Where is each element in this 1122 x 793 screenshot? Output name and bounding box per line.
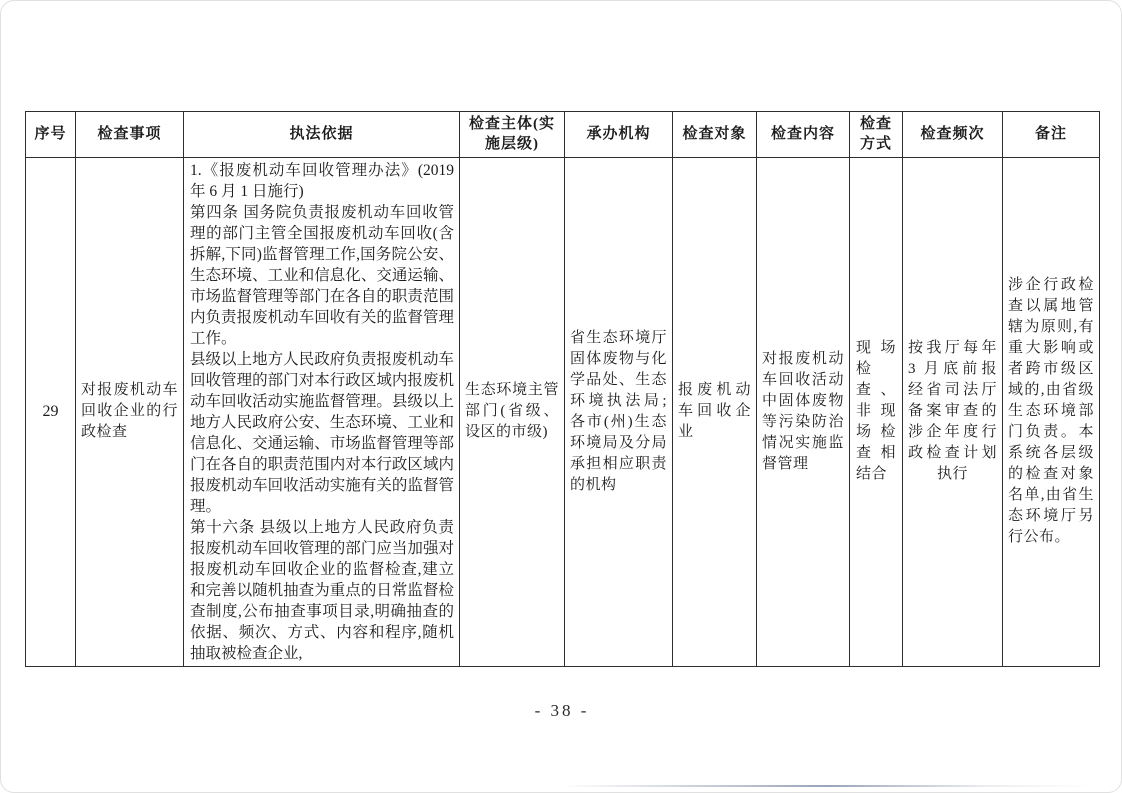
header-inspection-target: 检查对象: [673, 112, 757, 158]
header-inspection-method: 检查方式: [850, 112, 903, 158]
header-inspection-frequency: 检查频次: [903, 112, 1003, 158]
header-seq: 序号: [26, 112, 76, 158]
cell-inspection-subject: 生态环境主管部门(省级、设区的市级): [460, 157, 565, 666]
legal-basis-paragraph: 第十六条 县级以上地方人民政府负责报废机动车回收管理的部门应当加强对报废机动车回收企业的监督检查,建立和完善以随机抽查为重点的日常监督检查制度,公布抽查事项目录,明确抽查的依据、频次、方式、内容和程序,随机抽取被检查企业,: [190, 518, 454, 662]
header-legal-basis: 执法依据: [184, 112, 460, 158]
cell-inspection-target: 报废机动车回收企业: [673, 157, 757, 666]
legal-basis-paragraph: 县级以上地方人民政府负责报废机动车回收管理的部门对本行政区域内报废机动车回收活动实施监督管理。县级以上地方人民政府公安、生态环境、工业和信息化、交通运输、市场监督管理等部门在各自的职责范围内对本行政区域内报废机动车回收活动实施有关的监督管理。: [190, 350, 454, 515]
header-inspection-content: 检查内容: [757, 112, 850, 158]
header-inspection-item: 检查事项: [76, 112, 184, 158]
page-number: - 38 -: [534, 701, 590, 720]
inspection-items-table: [25, 111, 1100, 667]
table-header-row: [26, 112, 1100, 158]
table-row: [26, 157, 1100, 666]
header-remarks: 备注: [1003, 112, 1100, 158]
header-inspection-subject: 检查主体(实施层级): [460, 112, 565, 158]
scan-artifact-line: [561, 785, 1091, 787]
cell-legal-basis: [184, 157, 460, 666]
legal-basis-paragraph: 第四条 国务院负责报废机动车回收管理的部门主管全国报废机动车回收(含拆解,下同)监督管理工作,国务院公安、生态环境、工业和信息化、交通运输、市场监督管理等部门在各自的职责范围内负责报废机动车回收有关的监督管理工作。: [190, 203, 454, 347]
cell-inspection-frequency: 按我厅每年 3 月底前报经省司法厅备案审查的涉企年度行政检查计划执行: [903, 157, 1003, 666]
cell-inspection-method: 现场检查、非现场检查相结合: [850, 157, 903, 666]
legal-basis-paragraph: 1.《报废机动车回收管理办法》(2019 年 6 月 1 日施行): [190, 161, 454, 200]
cell-remarks: 涉企行政检查以属地管辖为原则,有重大影响或者跨市级区域的,由省级生态环境部门负责。本系统各层级的检查对象名单,由省生态环境厅另行公布。: [1003, 157, 1100, 666]
cell-seq: 29: [26, 157, 76, 666]
cell-inspection-content: 对报废机动车回收活动中固体废物等污染防治情况实施监督管理: [757, 157, 850, 666]
cell-undertaking-agency: 省生态环境厅固体废物与化学品处、生态环境执法局;各市(州)生态环境局及分局承担相应职责的机构: [565, 157, 673, 666]
header-undertaking-agency: 承办机构: [565, 112, 673, 158]
cell-inspection-item: 对报废机动车回收企业的行政检查: [76, 157, 184, 666]
